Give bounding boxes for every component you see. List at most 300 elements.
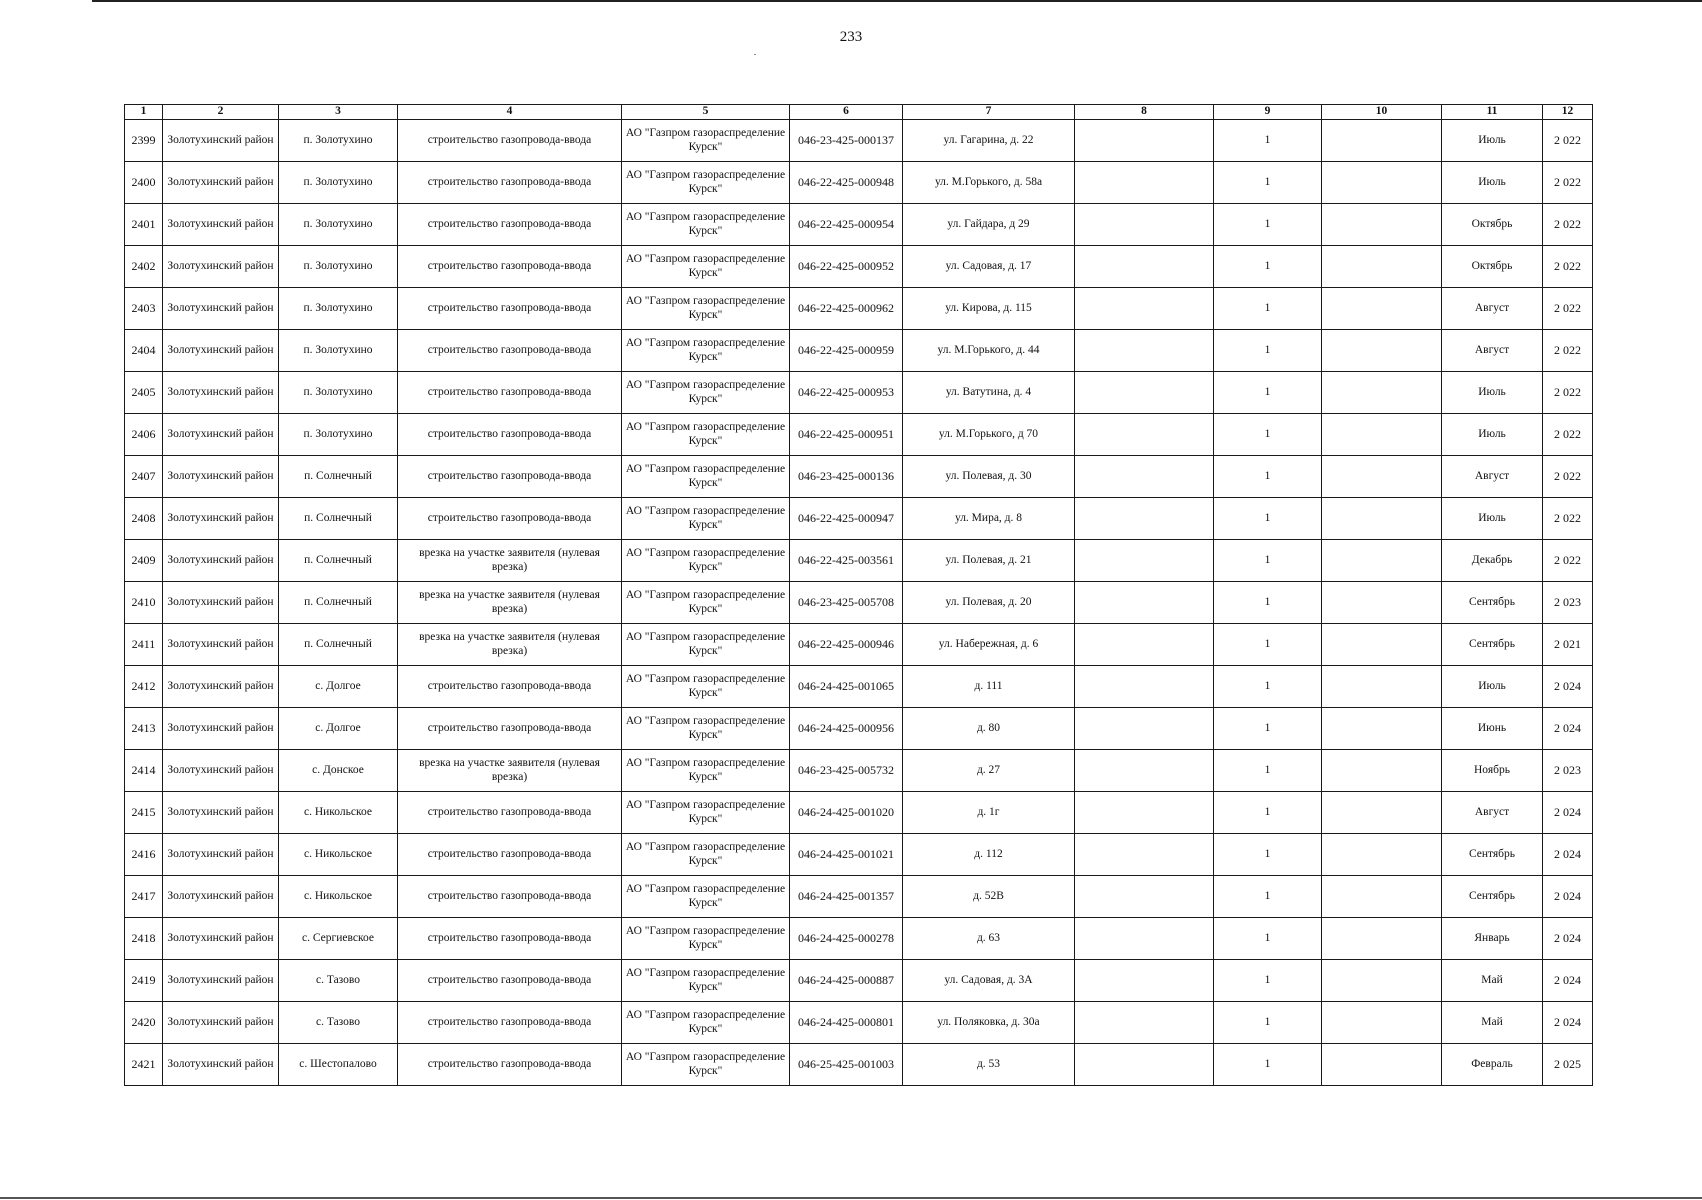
table-row xyxy=(125,288,1593,330)
month-cell: Июль xyxy=(1442,498,1543,540)
locality-cell: п. Золотухино xyxy=(279,288,398,330)
quantity-cell: 1 xyxy=(1214,540,1322,582)
month-cell: Октябрь xyxy=(1442,246,1543,288)
empty-cell-10 xyxy=(1322,456,1442,498)
header-row xyxy=(125,105,1593,120)
registry-code-cell: 046-24-425-001357 xyxy=(790,876,903,918)
locality-cell: п. Солнечный xyxy=(279,624,398,666)
address-cell: д. 80 xyxy=(903,708,1075,750)
address-cell: ул. М.Горького, д. 58а xyxy=(903,162,1075,204)
work-type-cell: строительство газопровода-ввода xyxy=(398,498,622,540)
organization-cell: АО "Газпром газораспределение Курск" xyxy=(622,792,790,834)
district-cell: Золотухинский район xyxy=(163,1044,279,1086)
table-row xyxy=(125,708,1593,750)
organization-cell: АО "Газпром газораспределение Курск" xyxy=(622,1044,790,1086)
address-cell: д. 63 xyxy=(903,918,1075,960)
year-cell: 2 022 xyxy=(1543,246,1593,288)
address-cell: д. 112 xyxy=(903,834,1075,876)
organization-cell: АО "Газпром газораспределение Курск" xyxy=(622,120,790,162)
district-cell: Золотухинский район xyxy=(163,708,279,750)
quantity-cell: 1 xyxy=(1214,876,1322,918)
empty-cell-8 xyxy=(1075,288,1214,330)
empty-cell-10 xyxy=(1322,834,1442,876)
work-type-cell: строительство газопровода-ввода xyxy=(398,918,622,960)
district-cell: Золотухинский район xyxy=(163,582,279,624)
district-cell: Золотухинский район xyxy=(163,162,279,204)
locality-cell: с. Донское xyxy=(279,750,398,792)
empty-cell-10 xyxy=(1322,1002,1442,1044)
address-cell: ул. Мира, д. 8 xyxy=(903,498,1075,540)
table-row xyxy=(125,834,1593,876)
work-type-cell: строительство газопровода-ввода xyxy=(398,1044,622,1086)
empty-cell-8 xyxy=(1075,540,1214,582)
district-cell: Золотухинский район xyxy=(163,624,279,666)
district-cell: Золотухинский район xyxy=(163,834,279,876)
table-row xyxy=(125,876,1593,918)
registry-code-cell: 046-22-425-000947 xyxy=(790,498,903,540)
empty-cell-10 xyxy=(1322,330,1442,372)
scan-top-border xyxy=(92,0,1702,2)
work-type-cell: врезка на участке заявителя (нулевая врезка) xyxy=(398,582,622,624)
month-cell: Июль xyxy=(1442,372,1543,414)
quantity-cell: 1 xyxy=(1214,624,1322,666)
address-cell: ул. Садовая, д. 17 xyxy=(903,246,1075,288)
registry-code-cell: 046-22-425-000948 xyxy=(790,162,903,204)
address-cell: ул. Садовая, д. 3А xyxy=(903,960,1075,1002)
row-number: 2402 xyxy=(125,246,163,288)
empty-cell-10 xyxy=(1322,246,1442,288)
quantity-cell: 1 xyxy=(1214,204,1322,246)
table-row xyxy=(125,414,1593,456)
address-cell: ул. М.Горького, д. 44 xyxy=(903,330,1075,372)
empty-cell-8 xyxy=(1075,456,1214,498)
district-cell: Золотухинский район xyxy=(163,120,279,162)
work-type-cell: врезка на участке заявителя (нулевая врезка) xyxy=(398,540,622,582)
organization-cell: АО "Газпром газораспределение Курск" xyxy=(622,330,790,372)
registry-code-cell: 046-22-425-000954 xyxy=(790,204,903,246)
empty-cell-10 xyxy=(1322,1044,1442,1086)
empty-cell-8 xyxy=(1075,330,1214,372)
address-cell: ул. Набережная, д. 6 xyxy=(903,624,1075,666)
empty-cell-8 xyxy=(1075,1002,1214,1044)
empty-cell-8 xyxy=(1075,204,1214,246)
address-cell: ул. Ватутина, д. 4 xyxy=(903,372,1075,414)
column-header-10: 10 xyxy=(1322,105,1442,120)
organization-cell: АО "Газпром газораспределение Курск" xyxy=(622,498,790,540)
organization-cell: АО "Газпром газораспределение Курск" xyxy=(622,750,790,792)
month-cell: Август xyxy=(1442,456,1543,498)
column-header-4: 4 xyxy=(398,105,622,120)
quantity-cell: 1 xyxy=(1214,246,1322,288)
empty-cell-8 xyxy=(1075,834,1214,876)
address-cell: д. 111 xyxy=(903,666,1075,708)
empty-cell-10 xyxy=(1322,414,1442,456)
locality-cell: п. Золотухино xyxy=(279,120,398,162)
column-header-6: 6 xyxy=(790,105,903,120)
table-row xyxy=(125,162,1593,204)
registry-table xyxy=(124,104,1593,1086)
year-cell: 2 024 xyxy=(1543,792,1593,834)
table-row xyxy=(125,120,1593,162)
month-cell: Ноябрь xyxy=(1442,750,1543,792)
month-cell: Июль xyxy=(1442,120,1543,162)
work-type-cell: строительство газопровода-ввода xyxy=(398,708,622,750)
empty-cell-8 xyxy=(1075,498,1214,540)
row-number: 2409 xyxy=(125,540,163,582)
empty-cell-8 xyxy=(1075,162,1214,204)
quantity-cell: 1 xyxy=(1214,372,1322,414)
organization-cell: АО "Газпром газораспределение Курск" xyxy=(622,162,790,204)
district-cell: Золотухинский район xyxy=(163,666,279,708)
empty-cell-10 xyxy=(1322,960,1442,1002)
empty-cell-8 xyxy=(1075,582,1214,624)
locality-cell: п. Золотухино xyxy=(279,414,398,456)
work-type-cell: строительство газопровода-ввода xyxy=(398,456,622,498)
organization-cell: АО "Газпром газораспределение Курск" xyxy=(622,372,790,414)
year-cell: 2 023 xyxy=(1543,750,1593,792)
row-number: 2399 xyxy=(125,120,163,162)
registry-code-cell: 046-22-425-003561 xyxy=(790,540,903,582)
locality-cell: п. Солнечный xyxy=(279,582,398,624)
organization-cell: АО "Газпром газораспределение Курск" xyxy=(622,624,790,666)
registry-code-cell: 046-24-425-001065 xyxy=(790,666,903,708)
table-row xyxy=(125,792,1593,834)
organization-cell: АО "Газпром газораспределение Курск" xyxy=(622,666,790,708)
locality-cell: п. Золотухино xyxy=(279,246,398,288)
organization-cell: АО "Газпром газораспределение Курск" xyxy=(622,288,790,330)
organization-cell: АО "Газпром газораспределение Курск" xyxy=(622,960,790,1002)
empty-cell-8 xyxy=(1075,372,1214,414)
locality-cell: с. Никольское xyxy=(279,792,398,834)
year-cell: 2 022 xyxy=(1543,414,1593,456)
empty-cell-10 xyxy=(1322,498,1442,540)
month-cell: Июнь xyxy=(1442,708,1543,750)
address-cell: ул. Гагарина, д. 22 xyxy=(903,120,1075,162)
quantity-cell: 1 xyxy=(1214,708,1322,750)
registry-code-cell: 046-23-425-000136 xyxy=(790,456,903,498)
quantity-cell: 1 xyxy=(1214,1002,1322,1044)
row-number: 2415 xyxy=(125,792,163,834)
quantity-cell: 1 xyxy=(1214,834,1322,876)
work-type-cell: строительство газопровода-ввода xyxy=(398,330,622,372)
month-cell: Май xyxy=(1442,1002,1543,1044)
locality-cell: с. Никольское xyxy=(279,834,398,876)
column-header-5: 5 xyxy=(622,105,790,120)
registry-code-cell: 046-22-425-000962 xyxy=(790,288,903,330)
empty-cell-8 xyxy=(1075,1044,1214,1086)
month-cell: Сентябрь xyxy=(1442,876,1543,918)
table-row xyxy=(125,624,1593,666)
year-cell: 2 022 xyxy=(1543,162,1593,204)
organization-cell: АО "Газпром газораспределение Курск" xyxy=(622,414,790,456)
row-number: 2421 xyxy=(125,1044,163,1086)
year-cell: 2 022 xyxy=(1543,120,1593,162)
month-cell: Июль xyxy=(1442,414,1543,456)
registry-code-cell: 046-22-425-000951 xyxy=(790,414,903,456)
locality-cell: п. Солнечный xyxy=(279,540,398,582)
quantity-cell: 1 xyxy=(1214,1044,1322,1086)
registry-code-cell: 046-25-425-001003 xyxy=(790,1044,903,1086)
row-number: 2404 xyxy=(125,330,163,372)
organization-cell: АО "Газпром газораспределение Курск" xyxy=(622,540,790,582)
row-number: 2401 xyxy=(125,204,163,246)
year-cell: 2 024 xyxy=(1543,876,1593,918)
empty-cell-10 xyxy=(1322,582,1442,624)
organization-cell: АО "Газпром газораспределение Курск" xyxy=(622,708,790,750)
year-cell: 2 022 xyxy=(1543,498,1593,540)
address-cell: ул. Полевая, д. 20 xyxy=(903,582,1075,624)
table-row xyxy=(125,960,1593,1002)
organization-cell: АО "Газпром газораспределение Курск" xyxy=(622,834,790,876)
row-number: 2412 xyxy=(125,666,163,708)
month-cell: Февраль xyxy=(1442,1044,1543,1086)
table-row xyxy=(125,540,1593,582)
work-type-cell: строительство газопровода-ввода xyxy=(398,666,622,708)
table-row xyxy=(125,456,1593,498)
registry-code-cell: 046-22-425-000959 xyxy=(790,330,903,372)
district-cell: Золотухинский район xyxy=(163,288,279,330)
year-cell: 2 022 xyxy=(1543,540,1593,582)
month-cell: Август xyxy=(1442,330,1543,372)
address-cell: ул. М.Горького, д 70 xyxy=(903,414,1075,456)
locality-cell: с. Долгое xyxy=(279,666,398,708)
row-number: 2407 xyxy=(125,456,163,498)
empty-cell-8 xyxy=(1075,960,1214,1002)
work-type-cell: строительство газопровода-ввода xyxy=(398,246,622,288)
empty-cell-10 xyxy=(1322,876,1442,918)
registry-code-cell: 046-24-425-000278 xyxy=(790,918,903,960)
registry-code-cell: 046-24-425-001021 xyxy=(790,834,903,876)
empty-cell-10 xyxy=(1322,708,1442,750)
table-row xyxy=(125,1044,1593,1086)
month-cell: Июль xyxy=(1442,666,1543,708)
quantity-cell: 1 xyxy=(1214,666,1322,708)
district-cell: Золотухинский район xyxy=(163,750,279,792)
month-cell: Октябрь xyxy=(1442,204,1543,246)
organization-cell: АО "Газпром газораспределение Курск" xyxy=(622,246,790,288)
year-cell: 2 022 xyxy=(1543,288,1593,330)
table-row xyxy=(125,498,1593,540)
empty-cell-10 xyxy=(1322,288,1442,330)
empty-cell-8 xyxy=(1075,792,1214,834)
year-cell: 2 022 xyxy=(1543,372,1593,414)
scan-speck xyxy=(754,54,756,55)
registry-code-cell: 046-23-425-000137 xyxy=(790,120,903,162)
locality-cell: с. Никольское xyxy=(279,876,398,918)
row-number: 2400 xyxy=(125,162,163,204)
empty-cell-8 xyxy=(1075,624,1214,666)
row-number: 2410 xyxy=(125,582,163,624)
address-cell: д. 53 xyxy=(903,1044,1075,1086)
district-cell: Золотухинский район xyxy=(163,792,279,834)
table-row xyxy=(125,246,1593,288)
quantity-cell: 1 xyxy=(1214,456,1322,498)
table-row xyxy=(125,372,1593,414)
locality-cell: с. Шестопалово xyxy=(279,1044,398,1086)
quantity-cell: 1 xyxy=(1214,414,1322,456)
month-cell: Сентябрь xyxy=(1442,582,1543,624)
district-cell: Золотухинский район xyxy=(163,918,279,960)
work-type-cell: строительство газопровода-ввода xyxy=(398,162,622,204)
address-cell: ул. Поляковка, д. 30а xyxy=(903,1002,1075,1044)
table-body xyxy=(125,120,1593,1086)
table-row xyxy=(125,918,1593,960)
row-number: 2405 xyxy=(125,372,163,414)
district-cell: Золотухинский район xyxy=(163,876,279,918)
empty-cell-8 xyxy=(1075,666,1214,708)
locality-cell: п. Золотухино xyxy=(279,330,398,372)
column-header-8: 8 xyxy=(1075,105,1214,120)
empty-cell-8 xyxy=(1075,246,1214,288)
empty-cell-10 xyxy=(1322,204,1442,246)
work-type-cell: врезка на участке заявителя (нулевая врезка) xyxy=(398,624,622,666)
work-type-cell: строительство газопровода-ввода xyxy=(398,120,622,162)
address-cell: д. 52В xyxy=(903,876,1075,918)
row-number: 2417 xyxy=(125,876,163,918)
column-header-9: 9 xyxy=(1214,105,1322,120)
year-cell: 2 024 xyxy=(1543,960,1593,1002)
page-number: 233 xyxy=(839,29,863,45)
organization-cell: АО "Газпром газораспределение Курск" xyxy=(622,1002,790,1044)
year-cell: 2 024 xyxy=(1543,918,1593,960)
locality-cell: п. Золотухино xyxy=(279,372,398,414)
table-row xyxy=(125,666,1593,708)
quantity-cell: 1 xyxy=(1214,792,1322,834)
month-cell: Май xyxy=(1442,960,1543,1002)
column-header-2: 2 xyxy=(163,105,279,120)
address-cell: ул. Полевая, д. 21 xyxy=(903,540,1075,582)
empty-cell-10 xyxy=(1322,750,1442,792)
registry-code-cell: 046-24-425-000801 xyxy=(790,1002,903,1044)
table-row xyxy=(125,1002,1593,1044)
locality-cell: с. Тазово xyxy=(279,1002,398,1044)
year-cell: 2 024 xyxy=(1543,708,1593,750)
work-type-cell: строительство газопровода-ввода xyxy=(398,414,622,456)
quantity-cell: 1 xyxy=(1214,960,1322,1002)
work-type-cell: строительство газопровода-ввода xyxy=(398,792,622,834)
month-cell: Август xyxy=(1442,792,1543,834)
organization-cell: АО "Газпром газораспределение Курск" xyxy=(622,918,790,960)
table-row xyxy=(125,330,1593,372)
year-cell: 2 024 xyxy=(1543,666,1593,708)
registry-code-cell: 046-24-425-001020 xyxy=(790,792,903,834)
year-cell: 2 025 xyxy=(1543,1044,1593,1086)
registry-code-cell: 046-23-425-005732 xyxy=(790,750,903,792)
registry-code-cell: 046-22-425-000953 xyxy=(790,372,903,414)
year-cell: 2 021 xyxy=(1543,624,1593,666)
address-cell: ул. Гайдара, д 29 xyxy=(903,204,1075,246)
registry-code-cell: 046-22-425-000952 xyxy=(790,246,903,288)
empty-cell-8 xyxy=(1075,750,1214,792)
month-cell: Сентябрь xyxy=(1442,624,1543,666)
quantity-cell: 1 xyxy=(1214,288,1322,330)
district-cell: Золотухинский район xyxy=(163,960,279,1002)
row-number: 2413 xyxy=(125,708,163,750)
locality-cell: п. Солнечный xyxy=(279,456,398,498)
month-cell: Сентябрь xyxy=(1442,834,1543,876)
district-cell: Золотухинский район xyxy=(163,1002,279,1044)
table-row xyxy=(125,750,1593,792)
row-number: 2411 xyxy=(125,624,163,666)
district-cell: Золотухинский район xyxy=(163,540,279,582)
year-cell: 2 024 xyxy=(1543,1002,1593,1044)
quantity-cell: 1 xyxy=(1214,582,1322,624)
district-cell: Золотухинский район xyxy=(163,372,279,414)
locality-cell: с. Тазово xyxy=(279,960,398,1002)
district-cell: Золотухинский район xyxy=(163,498,279,540)
organization-cell: АО "Газпром газораспределение Курск" xyxy=(622,876,790,918)
address-cell: ул. Кирова, д. 115 xyxy=(903,288,1075,330)
empty-cell-8 xyxy=(1075,120,1214,162)
empty-cell-8 xyxy=(1075,414,1214,456)
work-type-cell: строительство газопровода-ввода xyxy=(398,372,622,414)
year-cell: 2 022 xyxy=(1543,204,1593,246)
district-cell: Золотухинский район xyxy=(163,414,279,456)
column-header-7: 7 xyxy=(903,105,1075,120)
quantity-cell: 1 xyxy=(1214,162,1322,204)
row-number: 2418 xyxy=(125,918,163,960)
registry-code-cell: 046-24-425-000956 xyxy=(790,708,903,750)
locality-cell: с. Долгое xyxy=(279,708,398,750)
empty-cell-10 xyxy=(1322,162,1442,204)
locality-cell: п. Золотухино xyxy=(279,204,398,246)
quantity-cell: 1 xyxy=(1214,918,1322,960)
work-type-cell: строительство газопровода-ввода xyxy=(398,288,622,330)
registry-code-cell: 046-24-425-000887 xyxy=(790,960,903,1002)
locality-cell: п. Солнечный xyxy=(279,498,398,540)
empty-cell-8 xyxy=(1075,918,1214,960)
quantity-cell: 1 xyxy=(1214,750,1322,792)
year-cell: 2 023 xyxy=(1543,582,1593,624)
row-number: 2406 xyxy=(125,414,163,456)
row-number: 2416 xyxy=(125,834,163,876)
empty-cell-8 xyxy=(1075,876,1214,918)
row-number: 2403 xyxy=(125,288,163,330)
month-cell: Январь xyxy=(1442,918,1543,960)
locality-cell: п. Золотухино xyxy=(279,162,398,204)
column-header-11: 11 xyxy=(1442,105,1543,120)
work-type-cell: строительство газопровода-ввода xyxy=(398,960,622,1002)
row-number: 2414 xyxy=(125,750,163,792)
work-type-cell: строительство газопровода-ввода xyxy=(398,1002,622,1044)
work-type-cell: строительство газопровода-ввода xyxy=(398,876,622,918)
empty-cell-8 xyxy=(1075,708,1214,750)
empty-cell-10 xyxy=(1322,120,1442,162)
table-row xyxy=(125,204,1593,246)
organization-cell: АО "Газпром газораспределение Курск" xyxy=(622,456,790,498)
registry-code-cell: 046-23-425-005708 xyxy=(790,582,903,624)
district-cell: Золотухинский район xyxy=(163,204,279,246)
column-header-1: 1 xyxy=(125,105,163,120)
year-cell: 2 022 xyxy=(1543,456,1593,498)
address-cell: д. 1г xyxy=(903,792,1075,834)
row-number: 2419 xyxy=(125,960,163,1002)
district-cell: Золотухинский район xyxy=(163,456,279,498)
row-number: 2408 xyxy=(125,498,163,540)
empty-cell-10 xyxy=(1322,624,1442,666)
quantity-cell: 1 xyxy=(1214,120,1322,162)
empty-cell-10 xyxy=(1322,372,1442,414)
column-header-3: 3 xyxy=(279,105,398,120)
table-row xyxy=(125,582,1593,624)
month-cell: Август xyxy=(1442,288,1543,330)
scan-bottom-border xyxy=(0,1197,1702,1199)
year-cell: 2 024 xyxy=(1543,834,1593,876)
locality-cell: с. Сергиевское xyxy=(279,918,398,960)
organization-cell: АО "Газпром газораспределение Курск" xyxy=(622,204,790,246)
quantity-cell: 1 xyxy=(1214,330,1322,372)
district-cell: Золотухинский район xyxy=(163,330,279,372)
